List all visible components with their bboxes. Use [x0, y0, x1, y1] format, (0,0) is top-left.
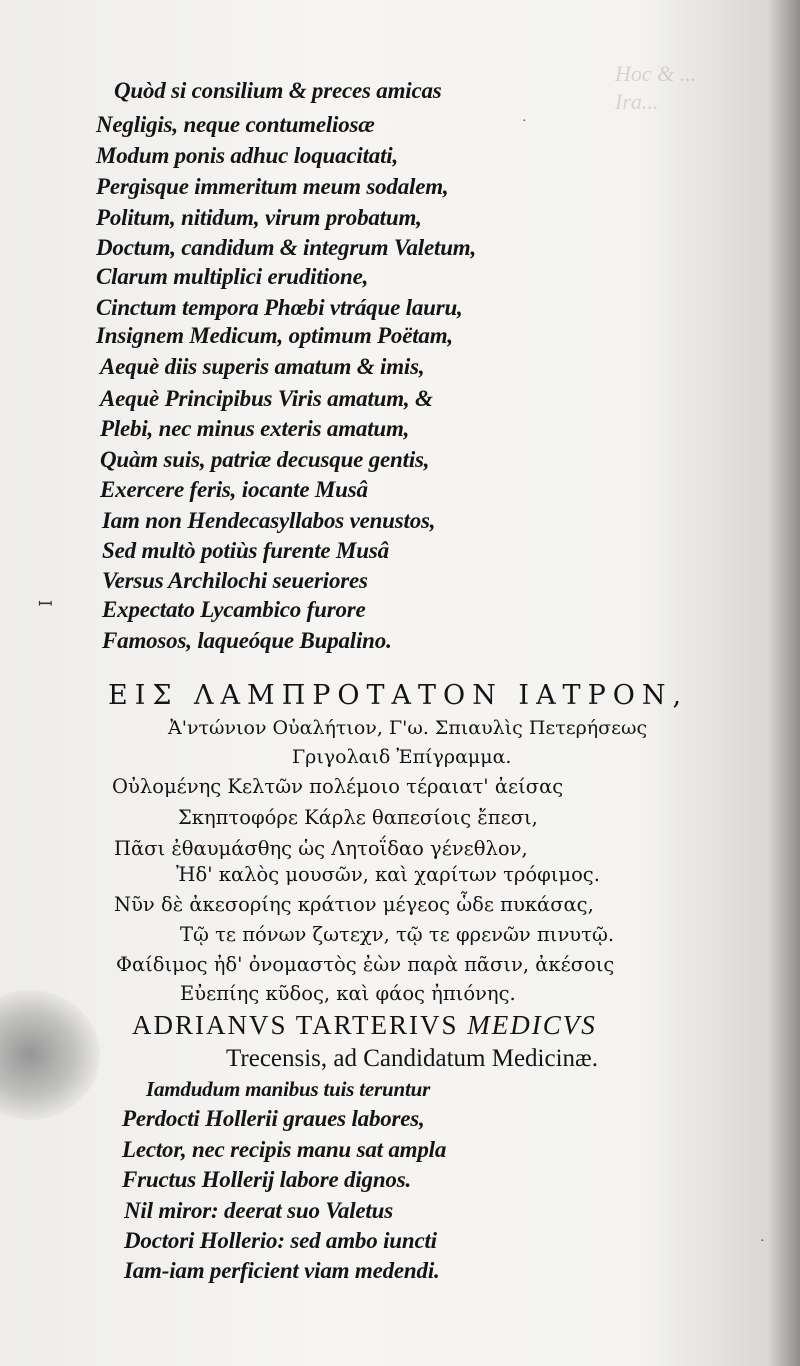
- greek-subtitle-line: Ἀ'ντώνιον Οὐαλήτιον, Γ'ω. Σπιαυλὶς Πετερήσεως: [168, 717, 648, 739]
- margin-mark: ꟷ: [38, 594, 53, 614]
- show-through-text: [615, 60, 765, 130]
- greek-subtitle-line: Γριγολαιδ Ἐπίγραμμα.: [292, 746, 512, 768]
- verse-line: Aequè Principibus Viris amatum, &: [100, 386, 433, 411]
- ink-speck: ·: [522, 114, 527, 129]
- verse-line: Politum, nitidum, virum probatum,: [96, 205, 422, 230]
- verse-line: Versus Archilochi seueriores: [102, 568, 368, 593]
- greek-verse-line: Εὐεπίης κῦδος, καὶ φάος ἠπιόνης.: [180, 982, 516, 1005]
- greek-heading: ΕΙΣ ΛΑΜΠΡΟΤΑΤΟΝ ΙΑΤΡΟΝ,: [108, 680, 689, 711]
- verse-line: Lector, nec recipis manu sat ampla: [122, 1137, 447, 1162]
- verse-line: Quàm suis, patriæ decusque gentis,: [100, 447, 430, 472]
- verse-line: Nil miror: deerat suo Valetus: [124, 1198, 393, 1223]
- verse-line: Insignem Medicum, optimum Poëtam,: [96, 323, 453, 348]
- verse-line: Plebi, nec minus exteris amatum,: [100, 416, 410, 441]
- verse-line: Aequè diis superis amatum & imis,: [100, 354, 425, 379]
- verse-line: Doctum, candidum & integrum Valetum,: [96, 235, 477, 260]
- verse-line: Negligis, neque contumeliosæ: [96, 112, 375, 137]
- ink-speck: ·: [760, 1234, 765, 1249]
- verse-line: Quòd si consilium & preces amicas: [114, 78, 442, 103]
- greek-verse-line: Σκηπτοφόρε Κάρλε θαπεσίοις ἔπεσι,: [178, 806, 538, 829]
- bleed-line: Ira...: [615, 89, 659, 114]
- verse-line: Fructus Hollerij labore dignos.: [122, 1167, 412, 1192]
- verse-line: Iamdudum manibus tuis teruntur: [146, 1077, 431, 1101]
- bleed-line: Hoc & ...: [615, 61, 697, 86]
- greek-verse-line: Τῷ τε πόνων ζωτεχν, τῷ τε φρενῶν πινυτῷ.: [180, 923, 615, 946]
- latin-heading-name: ADRIANVS TARTERIVS: [132, 1010, 459, 1040]
- verse-line: Clarum multiplici eruditione,: [96, 264, 369, 289]
- latin-heading: [132, 1010, 597, 1041]
- latin-subtitle: Trecensis, ad Candidatum Medicinæ.: [226, 1045, 598, 1072]
- latin-heading-role: MEDICVS: [467, 1010, 597, 1040]
- verse-line: Iam non Hendecasyllabos venustos,: [102, 508, 436, 533]
- greek-verse-line: Νῦν δὲ ἀκεσορίης κράτιον μέγεος ὧδε πυκάσας,: [114, 893, 594, 916]
- verse-line: Pergisque immeritum meum sodalem,: [96, 174, 449, 199]
- verse-line: Perdocti Hollerii graues labores,: [122, 1106, 425, 1131]
- verse-line: Exercere feris, iocante Musâ: [100, 477, 368, 502]
- greek-verse-line: Ἠδ' καλὸς μουσῶν, καὶ χαρίτων τρόφιμος.: [176, 863, 600, 886]
- verse-line: Modum ponis adhuc loquacitati,: [96, 143, 399, 168]
- greek-verse-line: Οὐλομένης Κελτῶν πολέμοιο τέραιατ' ἀείσας: [112, 775, 564, 798]
- verse-line: Doctori Hollerio: sed ambo iuncti: [124, 1228, 437, 1253]
- verse-line: Sed multò potiùs furente Musâ: [102, 538, 389, 563]
- verse-line: Expectato Lycambico furore: [102, 597, 366, 622]
- greek-verse-line: Φαίδιμος ἠδ' ὀνομαστὸς ἐὼν παρὰ πᾶσιν, ἀκέσοις: [116, 953, 615, 976]
- greek-verse-line: Πᾶσι ἐθαυμάσθης ὡς Λητοΐδαο γένεθλον,: [114, 837, 528, 860]
- verse-line: Famosos, laqueóque Bupalino.: [102, 628, 392, 653]
- verse-line: Cinctum tempora Phœbi vtráque lauru,: [96, 295, 463, 320]
- verse-line: Iam-iam perficient viam medendi.: [124, 1258, 440, 1283]
